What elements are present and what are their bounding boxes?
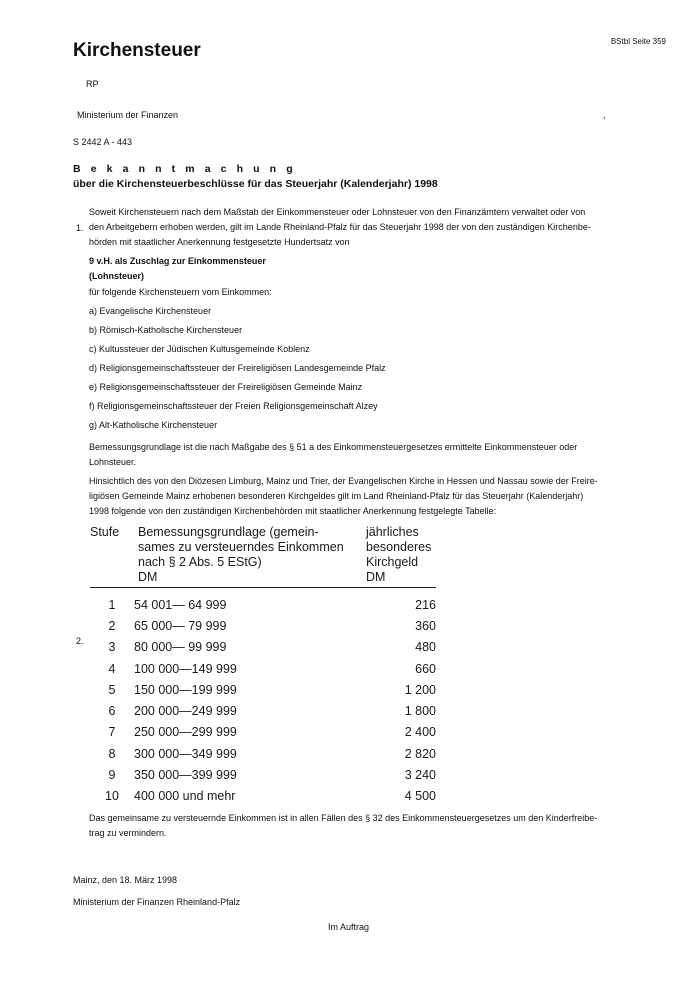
issuing-ministry: Ministerium der Finanzen	[77, 110, 179, 120]
allowance-note-line: trag zu vermindern.	[89, 828, 167, 838]
place-date: Mainz, den 18. März 1998	[73, 875, 178, 885]
assessment-basis-line: Bemessungsgrundlage ist die nach Maßgabe des § 51 a des Einkommensteuergesetzes ermittelte Einkommensteuer oder	[89, 442, 578, 452]
church-fee-table	[90, 523, 436, 807]
table-row	[90, 786, 436, 807]
cell-kirchgeld: 1 800	[404, 704, 436, 719]
section-1-line: den Arbeitgebern erhoben werden, gilt im Lande Rheinland-Pfalz für das Steuerjahr 1998 der von den zuständigen Kirchenbe-	[89, 222, 591, 232]
assessment-basis	[89, 440, 629, 470]
cell-stufe: 3	[108, 640, 116, 655]
cell-kirchgeld: 1 200	[404, 682, 436, 697]
church-tax-intro: für folgende Kirchensteuern vom Einkommen:	[89, 287, 272, 297]
header-line: sames zu versteuerndes Einkommen	[138, 540, 344, 554]
table-row	[90, 764, 436, 785]
header-line: Kirchgeld	[366, 555, 419, 569]
list-item: c) Kultussteuer der Jüdischen Kultusgemeinde Koblenz	[89, 344, 310, 354]
cell-range: 65 000— 79 999	[134, 618, 227, 633]
table-row	[90, 637, 436, 658]
list-item: f) Religionsgemeinschaftssteuer der Freien Religionsgemeinschaft Alzey	[89, 401, 378, 411]
header-line: jährliches	[366, 525, 419, 539]
table-row	[90, 743, 436, 764]
cell-kirchgeld: 2 820	[404, 746, 436, 761]
cell-range: 300 000—349 999	[134, 746, 237, 761]
allowance-note	[89, 811, 629, 841]
cell-stufe: 9	[108, 768, 116, 783]
church-tax-list	[89, 305, 386, 438]
header-line: nach § 2 Abs. 5 EStG)	[138, 555, 262, 569]
section-1-line: Soweit Kirchensteuern nach dem Maßstab der Einkommensteuer oder Lohnsteuer von den Finanzämtern verwaltet oder von	[89, 207, 586, 217]
cell-stufe: 10	[105, 789, 119, 804]
table-row	[90, 588, 436, 616]
section-2-text	[89, 474, 629, 519]
cell-kirchgeld: 4 500	[404, 789, 436, 804]
section-2-line: Hinsichtlich des von den Diözesen Limburg, Mainz und Trier, der Evangelischen Kirche in Hessen und Nassau sowie der Freire-	[89, 476, 598, 486]
table-row	[90, 679, 436, 700]
header-line: DM	[138, 570, 158, 584]
table-row	[90, 722, 436, 743]
cell-range: 350 000—399 999	[134, 768, 237, 783]
list-item: e) Religionsgemeinschaftssteuer der Freireligiösen Gemeinde Mainz	[89, 382, 363, 392]
signature-line: Im Auftrag	[328, 922, 370, 932]
header-line: DM	[366, 570, 386, 584]
page-reference: BStbl Seite 359	[610, 37, 666, 46]
page-title: Kirchensteuer	[73, 40, 201, 61]
cell-kirchgeld: 660	[415, 661, 436, 676]
cell-range: 250 000—299 999	[134, 725, 237, 740]
assessment-basis-line: Lohnsteuer.	[89, 457, 137, 467]
cell-stufe: 5	[108, 682, 116, 697]
table-row	[90, 658, 436, 679]
section-1-line: hörden mit staatlicher Anerkennung festgesetzte Hundertsatz von	[89, 237, 350, 247]
col-header-kirchgeld	[366, 523, 436, 588]
cell-kirchgeld: 360	[415, 618, 436, 633]
cell-kirchgeld: 3 240	[404, 768, 436, 783]
cell-stufe: 4	[108, 661, 116, 676]
tax-rate	[89, 254, 629, 284]
cell-stufe: 8	[108, 746, 116, 761]
cell-range: 400 000 und mehr	[134, 789, 236, 804]
section-2-number: 2.	[76, 636, 84, 646]
section-2-line: 1998 folgende von den zuständigen Kirchenbehörden mit staatlicher Anerkennung festgelegte Tabelle:	[89, 506, 497, 516]
list-item: d) Religionsgemeinschaftssteuer der Freireligiösen Landesgemeinde Pfalz	[89, 363, 386, 373]
cell-range: 80 000— 99 999	[134, 640, 227, 655]
cell-stufe: 1	[108, 597, 116, 612]
tax-rate-line: 9 v.H. als Zuschlag zur Einkommensteuer	[89, 256, 266, 266]
cell-range: 54 001— 64 999	[134, 597, 227, 612]
table-header-row	[90, 523, 436, 588]
list-item: b) Römisch-Katholische Kirchensteuer	[89, 325, 243, 335]
file-number: S 2442 A - 443	[73, 137, 133, 147]
cell-range: 100 000—149 999	[134, 661, 237, 676]
cell-stufe: 2	[108, 618, 116, 633]
section-1-number: 1.	[76, 223, 84, 233]
header-line: Bemessungsgrundlage (gemein-	[138, 525, 319, 539]
allowance-note-line: Das gemeinsame zu versteuernde Einkommen ist in allen Fällen des § 32 des Einkommensteuergesetzes um den Kinderfreibe-	[89, 813, 598, 823]
signing-authority: Ministerium der Finanzen Rheinland-Pfalz	[73, 897, 241, 907]
section-1-text	[89, 205, 629, 250]
col-header-stufe: Stufe	[90, 525, 120, 539]
list-item: a) Evangelische Kirchensteuer	[89, 306, 212, 316]
tax-rate-line: (Lohnsteuer)	[89, 271, 144, 281]
cell-range: 200 000—249 999	[134, 704, 237, 719]
announcement-label: B e k a n n t m a c h u n g	[73, 163, 297, 175]
cell-kirchgeld: 480	[415, 640, 436, 655]
table-row	[90, 615, 436, 636]
announcement-subject: über die Kirchensteuerbeschlüsse für das Steuerjahr (Kalenderjahr) 1998	[73, 178, 438, 190]
cell-kirchgeld: 216	[415, 597, 436, 612]
list-item: g) Alt-Katholische Kirchensteuer	[89, 420, 218, 430]
cell-kirchgeld: 2 400	[404, 725, 436, 740]
trailing-mark: ,	[603, 110, 606, 120]
col-header-basis	[134, 523, 366, 588]
cell-stufe: 6	[108, 704, 116, 719]
cell-stufe: 7	[108, 725, 116, 740]
section-2-line: ligiösen Gemeinde Mainz erhobenen besonderen Kirchgeldes gilt im Land Rheinland-Pfalz für das Steuerjahr (Kalenderjahr)	[89, 491, 584, 501]
header-line: besonderes	[366, 540, 432, 554]
table-row	[90, 700, 436, 721]
cell-range: 150 000—199 999	[134, 682, 237, 697]
state-code: RP	[86, 79, 99, 89]
